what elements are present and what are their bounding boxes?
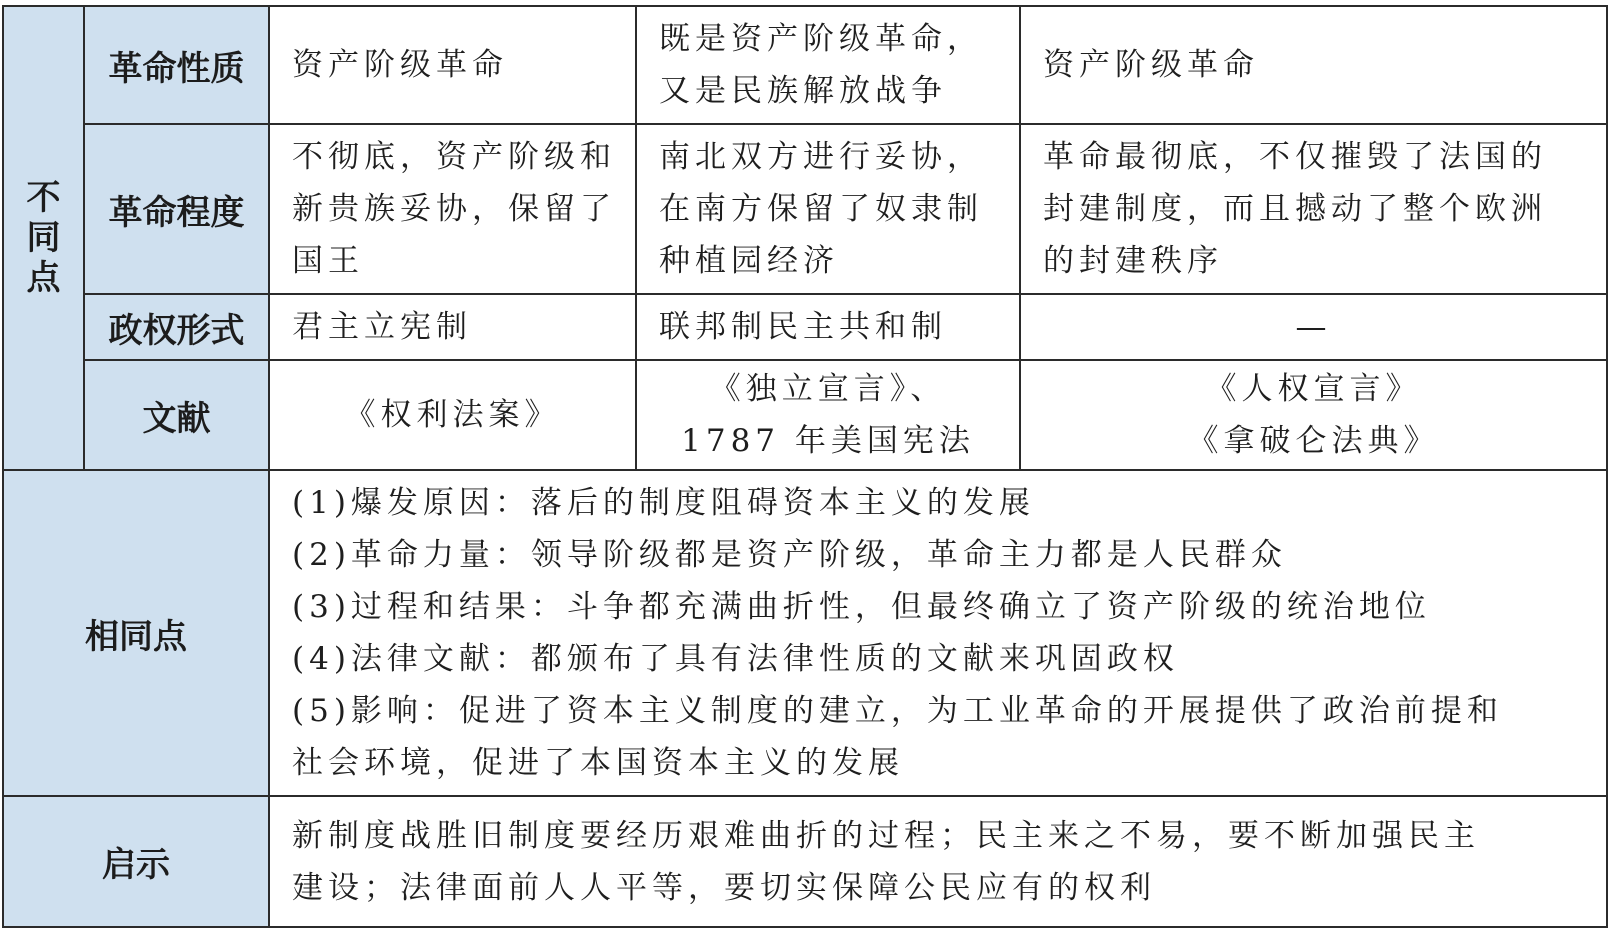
cell-same-points	[269, 470, 1607, 796]
same-point-2: (2)革命力量：领导阶级都是资产阶级，革命主力都是人民群众	[292, 537, 1287, 573]
table-row-insight	[3, 796, 1607, 927]
cell-government-france	[1020, 294, 1607, 360]
table-row-same	[3, 470, 1607, 796]
same-point-5-cont: 社会环境，促进了本国资本主义的发展	[292, 745, 904, 781]
revolution-comparison-table	[2, 5, 1608, 928]
cell-insight: 新制度战胜旧制度要经历艰难曲折的过程；民主来之不易，要不断加强民主 建设；法律面前人人平等，要切实保障公民应有的权利	[269, 796, 1607, 927]
cell-government-britain: 君主立宪制	[269, 294, 636, 360]
dash-mark: —	[1295, 309, 1332, 345]
cell-documents-france: 《人权宣言》 《拿破仑法典》	[1020, 360, 1607, 470]
cell-documents-usa: 《独立宣言》、 1787 年美国宪法	[636, 360, 1020, 470]
cell-documents-britain: 《权利法案》	[269, 360, 636, 470]
same-point-5: (5)影响：促进了资本主义制度的建立，为工业革命的开展提供了政治前提和	[292, 693, 1503, 729]
table-row-nature	[3, 6, 1607, 124]
cell-degree-britain: 不彻底，资产阶级和 新贵族妥协，保留了 国王	[269, 124, 636, 294]
table-row-degree	[3, 124, 1607, 294]
cell-government-usa: 联邦制民主共和制	[636, 294, 1020, 360]
cell-nature-britain: 资产阶级革命	[269, 6, 636, 124]
cell-nature-france: 资产阶级革命	[1020, 6, 1607, 124]
group-header-different: 不 同 点	[3, 6, 84, 470]
row-header-same: 相同点	[3, 470, 269, 796]
row-header-nature: 革命性质	[84, 6, 269, 124]
row-header-insight: 启示	[3, 796, 269, 927]
same-point-1: (1)爆发原因：落后的制度阻碍资本主义的发展	[292, 485, 1035, 521]
row-header-documents: 文献	[84, 360, 269, 470]
cell-degree-usa: 南北双方进行妥协， 在南方保留了奴隶制 种植园经济	[636, 124, 1020, 294]
row-header-government: 政权形式	[84, 294, 269, 360]
table-row-documents	[3, 360, 1607, 470]
row-header-degree: 革命程度	[84, 124, 269, 294]
same-point-4: (4)法律文献：都颁布了具有法律性质的文献来巩固政权	[292, 641, 1179, 677]
table-row-government	[3, 294, 1607, 360]
cell-degree-france: 革命最彻底，不仅摧毁了法国的 封建制度，而且撼动了整个欧洲 的封建秩序	[1020, 124, 1607, 294]
same-point-3: (3)过程和结果：斗争都充满曲折性，但最终确立了资产阶级的统治地位	[292, 589, 1431, 625]
cell-nature-usa: 既是资产阶级革命， 又是民族解放战争	[636, 6, 1020, 124]
